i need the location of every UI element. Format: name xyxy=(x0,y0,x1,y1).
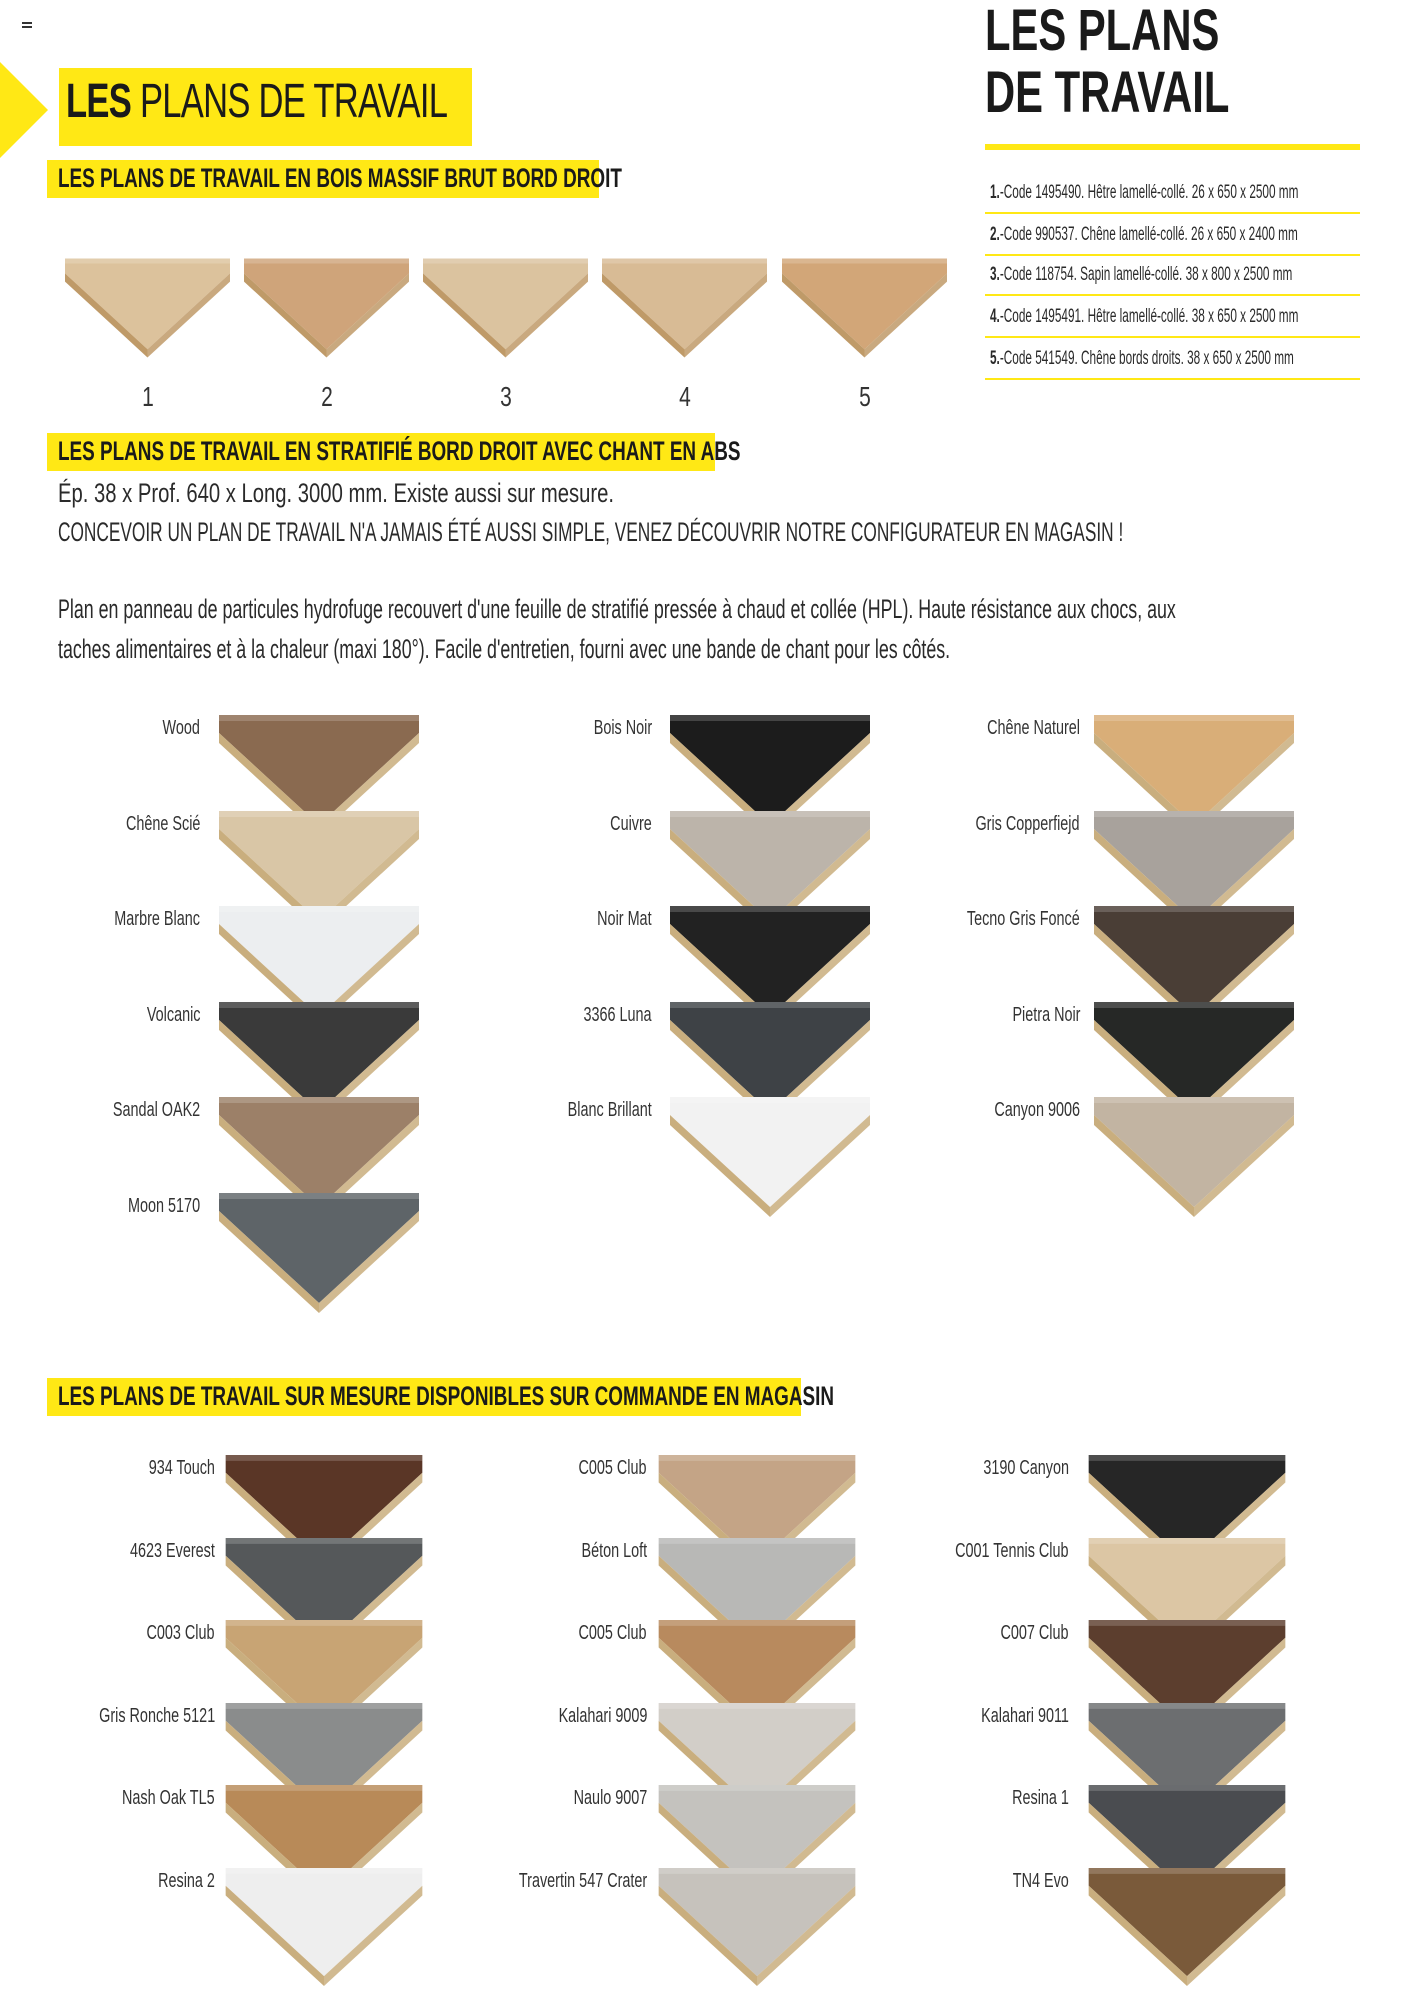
laminate-description-line2: taches alimentaires et à la chaleur (maxi 180°). Facile d'entretien, fourni avec une bande de chant pour les côtés. xyxy=(58,634,951,664)
custom-swatch-label: C005 Club xyxy=(578,1457,647,1479)
swatch-image xyxy=(423,248,588,368)
menu-icon[interactable] xyxy=(22,22,32,30)
laminate-swatch-label: Volcanic xyxy=(146,1003,200,1026)
custom-swatch-label: C007 Club xyxy=(1000,1622,1069,1644)
swatch-image xyxy=(670,1097,870,1217)
laminate-swatch-label: 3366 Luna xyxy=(583,1003,652,1026)
laminate-swatch-label: Marbre Blanc xyxy=(114,908,200,930)
laminate-swatch[interactable] xyxy=(219,1193,419,1318)
wood-sample xyxy=(423,248,588,373)
corner-title: LES PLANS DE TRAVAIL xyxy=(985,0,1230,125)
wood-sample-number: 2 xyxy=(321,381,333,412)
laminate-description-line1: Plan en panneau de particules hydrofuge recouvert d'une feuille de stratifié pressée à chaud et collée (HPL). Haute résistance aux chocs, aux xyxy=(58,594,1176,624)
custom-swatch-label: Kalahari 9011 xyxy=(981,1704,1069,1727)
wood-sample-number: 3 xyxy=(500,381,512,412)
yellow-arrow-decoration xyxy=(0,62,48,158)
configurator-note: CONCEVOIR UN PLAN DE TRAVAIL N'A JAMAIS ÉTÉ AUSSI SIMPLE, VENEZ DÉCOUVRIR NOTRE CONFIGURATEUR EN MAGASIN ! xyxy=(58,517,1124,547)
wood-sample xyxy=(65,248,230,373)
section-laminate-title: LES PLANS DE TRAVAIL EN STRATIFIÉ BORD DROIT AVEC CHANT EN ABS xyxy=(58,436,741,466)
swatch-image xyxy=(219,1193,419,1313)
wood-sample xyxy=(782,248,947,373)
laminate-dimensions: Ép. 38 x Prof. 640 x Long. 3000 mm. Existe aussi sur mesure. xyxy=(58,478,615,508)
spec-text: 2.-Code 990537. Chêne lamellé-collé. 26 x 650 x 2400 mm xyxy=(990,224,1298,245)
custom-swatch[interactable] xyxy=(1088,1868,1286,1991)
section-custom-title: LES PLANS DE TRAVAIL SUR MESURE DISPONIBLES SUR COMMANDE EN MAGASIN xyxy=(58,1381,835,1411)
wood-sample xyxy=(602,248,767,373)
laminate-swatch[interactable] xyxy=(1094,1097,1294,1222)
section-solid-wood-title: LES PLANS DE TRAVAIL EN BOIS MASSIF BRUT BORD DROIT xyxy=(58,163,622,193)
laminate-swatch-label: Noir Mat xyxy=(597,908,652,930)
custom-swatch-label: Kalahari 9009 xyxy=(558,1704,647,1727)
laminate-swatch-label: Chêne Naturel xyxy=(987,717,1080,739)
laminate-swatch-label: Sandal OAK2 xyxy=(112,1099,200,1121)
spec-text: 1.-Code 1495490. Hêtre lamellé-collé. 26 x 650 x 2500 mm xyxy=(990,182,1299,203)
custom-swatch-label: 934 Touch xyxy=(148,1457,215,1479)
spec-text: 3.-Code 118754. Sapin lamellé-collé. 38 x 800 x 2500 mm xyxy=(990,264,1293,285)
corner-title-underline xyxy=(985,144,1360,150)
swatch-image xyxy=(1088,1868,1286,1986)
spec-text: 4.-Code 1495491. Hêtre lamellé-collé. 38 x 650 x 2500 mm xyxy=(990,306,1299,327)
custom-swatch-label: Gris Ronche 5121 xyxy=(98,1704,215,1727)
swatch-image xyxy=(65,248,230,368)
laminate-swatch-label: Moon 5170 xyxy=(127,1194,200,1217)
custom-swatch-label: Nash Oak TL5 xyxy=(122,1787,215,1809)
custom-swatch-label: Béton Loft xyxy=(581,1539,647,1562)
laminate-swatch[interactable] xyxy=(670,1097,870,1222)
spec-row xyxy=(985,214,1360,256)
wood-sample-number: 4 xyxy=(679,381,691,412)
custom-swatch-label: 3190 Canyon xyxy=(983,1457,1069,1479)
custom-swatch-label: C005 Club xyxy=(578,1622,647,1644)
laminate-swatch-label: Tecno Gris Foncé xyxy=(967,908,1080,930)
custom-swatch-label: Naulo 9007 xyxy=(573,1787,647,1809)
swatch-image xyxy=(225,1868,423,1986)
laminate-swatch-label: Gris Copperfiejd xyxy=(975,812,1080,835)
spec-row xyxy=(985,254,1360,296)
custom-swatch-label: Resina 2 xyxy=(158,1869,215,1892)
custom-swatch-label: Resina 1 xyxy=(1012,1787,1069,1809)
custom-swatch[interactable] xyxy=(658,1868,856,1991)
custom-swatch-label: TN4 Evo xyxy=(1012,1869,1069,1892)
swatch-image xyxy=(1094,1097,1294,1217)
custom-swatch-label: C001 Tennis Club xyxy=(955,1539,1069,1562)
laminate-swatch-label: Chêne Scié xyxy=(125,812,200,835)
swatch-image xyxy=(602,248,767,368)
custom-swatch-label: Travertin 547 Crater xyxy=(518,1869,647,1892)
custom-swatch-label: 4623 Everest xyxy=(130,1539,215,1562)
custom-swatch-label: C003 Club xyxy=(146,1622,215,1644)
wood-sample-number: 1 xyxy=(142,381,154,412)
laminate-swatch-label: Bois Noir xyxy=(593,717,652,739)
swatch-image xyxy=(244,248,409,368)
swatch-image xyxy=(658,1868,856,1986)
laminate-swatch-label: Blanc Brillant xyxy=(567,1099,652,1121)
spec-row xyxy=(985,296,1360,338)
page-title: LES PLANS DE TRAVAIL xyxy=(66,75,448,128)
custom-swatch[interactable] xyxy=(225,1868,423,1991)
spec-row xyxy=(985,172,1360,214)
swatch-image xyxy=(782,248,947,368)
laminate-swatch-label: Cuivre xyxy=(610,812,652,835)
spec-row xyxy=(985,338,1360,380)
laminate-swatch-label: Pietra Noir xyxy=(1011,1003,1080,1026)
laminate-swatch-label: Canyon 9006 xyxy=(994,1099,1080,1121)
wood-sample-number: 5 xyxy=(859,381,871,412)
spec-text: 5.-Code 541549. Chêne bords droits. 38 x 650 x 2500 mm xyxy=(990,348,1294,369)
wood-sample xyxy=(244,248,409,373)
laminate-swatch-label: Wood xyxy=(162,717,200,739)
